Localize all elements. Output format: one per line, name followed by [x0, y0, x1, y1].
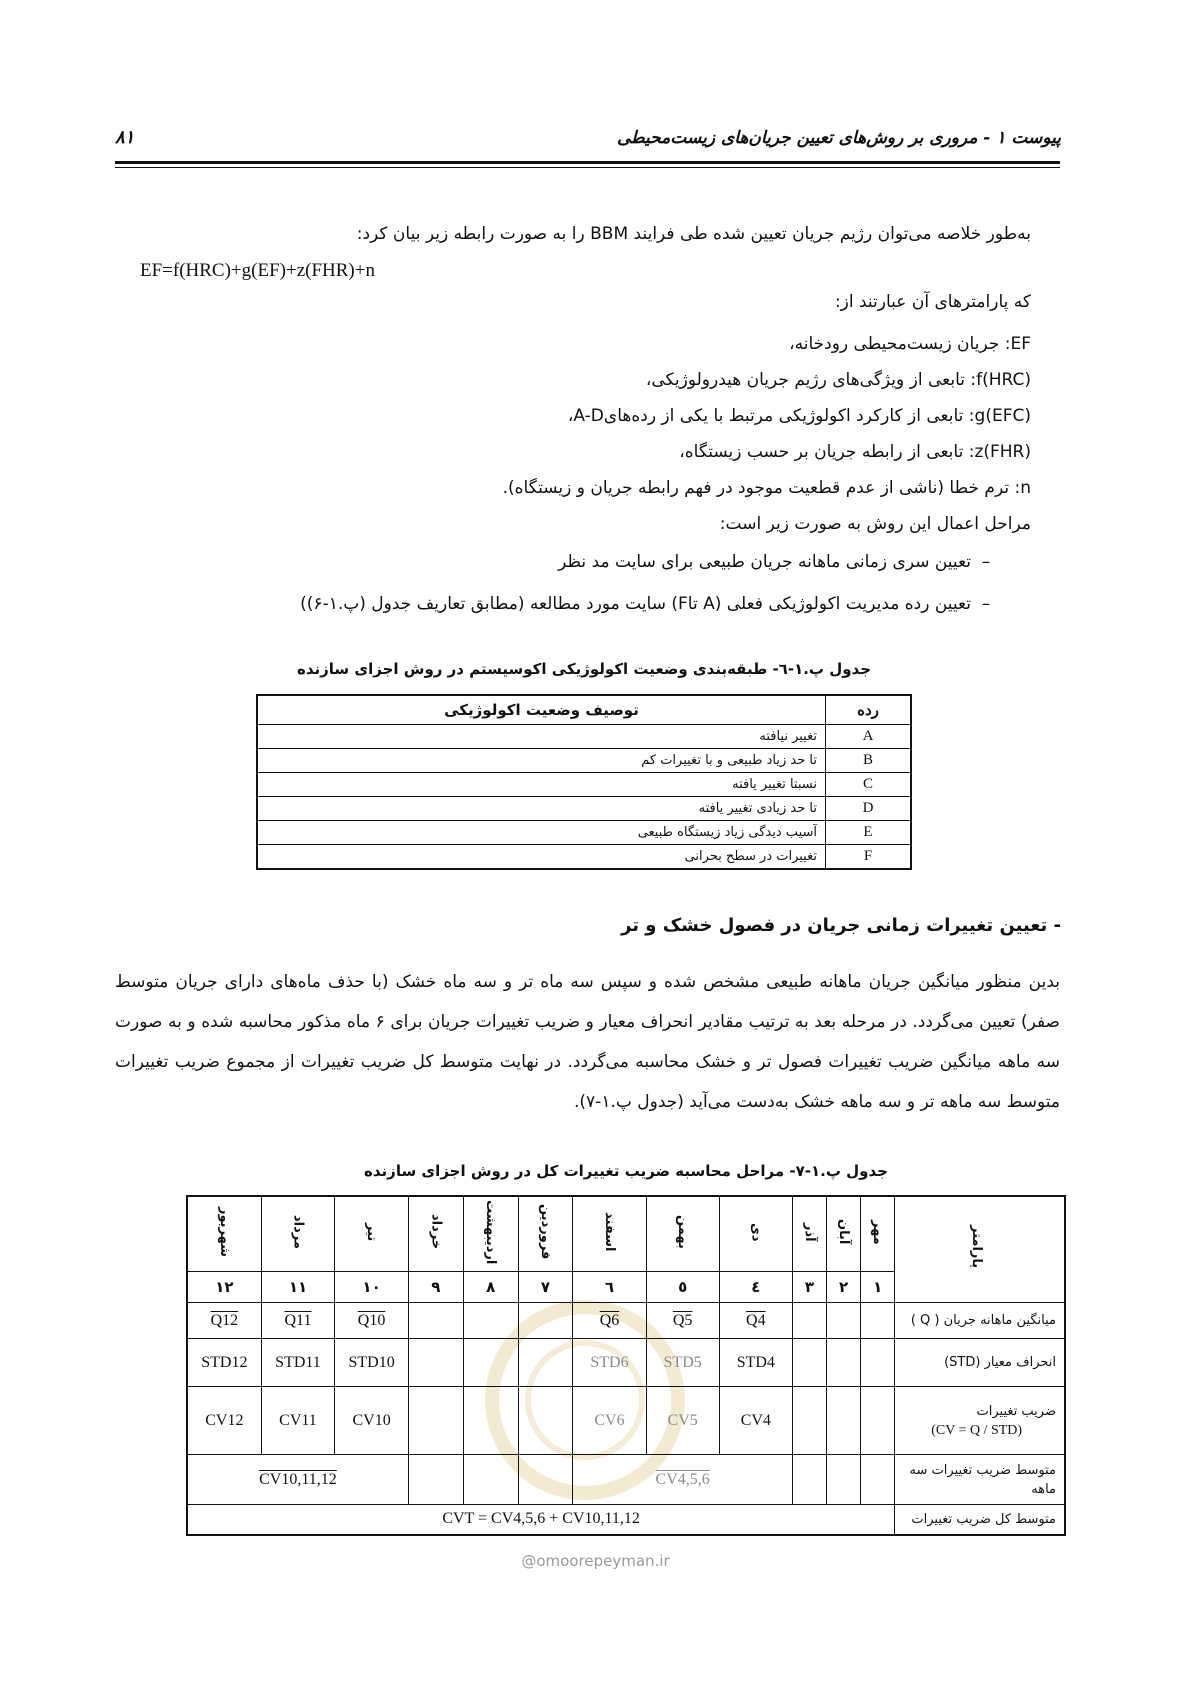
param-n: n: ترم خطا (ناشی از عدم قطعیت موجود در فهم رابطه جریان و زیستگاه). — [502, 478, 1031, 498]
table1-caption: جدول پ.۱-٦- طبقه‌بندی وضعیت اکولوژیکی اکوسیستم در روش اجزای سازنده — [296, 660, 872, 678]
month-header: مرداد — [261, 1196, 335, 1272]
cell-std5: STD5 — [646, 1339, 719, 1387]
bullet-item — [101, 550, 1001, 574]
col-header-desc: توصیف وضعیت اکولوژیکی — [257, 695, 826, 725]
month-header: شهریور — [187, 1196, 261, 1272]
month-header: مهر — [861, 1196, 895, 1272]
month-number: ۸ — [463, 1272, 518, 1303]
cell-std12: STD12 — [187, 1339, 261, 1387]
cell-std10: STD10 — [335, 1339, 409, 1387]
class-code: D — [826, 797, 912, 821]
table-header-row — [257, 695, 911, 725]
row-label-cv — [895, 1387, 1065, 1455]
month-header: اردیبهشت — [463, 1196, 518, 1272]
table2-caption: جدول پ.۱-۷- مراحل محاسبه ضریب تغییرات کل در روش اجزای سازنده — [364, 1162, 888, 1180]
month-number: ٥ — [646, 1272, 719, 1303]
month-number: ٤ — [719, 1272, 792, 1303]
std-row — [187, 1339, 1065, 1387]
month-header: تیر — [335, 1196, 409, 1272]
class-code: B — [826, 749, 912, 773]
col-header-code: رده — [826, 695, 912, 725]
month-number: ۱۰ — [335, 1272, 409, 1303]
table-row — [257, 845, 911, 870]
row-label-cv3: متوسط ضریب تغییرات سه ماهه — [895, 1455, 1065, 1505]
section-title: - تعیین تغییرات زمانی جریان در فصول خشک و تر — [621, 915, 1061, 936]
cell-cv11: CV11 — [261, 1387, 335, 1455]
bullet-text: تعیین رده مدیریت اکولوژیکی فعلی (A تاF) سایت مورد مطالعه (مطابق تعاریف جدول (پ.۱-۶)) — [300, 594, 971, 614]
month-header: خرداد — [408, 1196, 463, 1272]
cell-q11: Q11 — [261, 1303, 335, 1339]
month-header: اسفند — [573, 1196, 646, 1272]
class-desc: آسیب دیدگی زیاد زیستگاه طبیعی — [257, 821, 826, 845]
class-desc: تا حد زیاد طبیعی و با تغییرات کم — [257, 749, 826, 773]
cell-cv101112: CV10,11,12 — [187, 1455, 408, 1505]
param-zfhr: z(FHR): تابعی از رابطه جریان بر حسب زیستگاه، — [679, 442, 1031, 462]
month-header: بهمن — [646, 1196, 719, 1272]
cv-row — [187, 1387, 1065, 1455]
intro-line: به‌طور خلاصه می‌توان رژیم جریان تعیین شده طی فرایند BBM را به صورت رابطه زیر بیان کرد: — [356, 224, 1031, 244]
table-row — [257, 797, 911, 821]
class-code: A — [826, 725, 912, 749]
page-number: ۸۱ — [115, 127, 135, 148]
cell-q10: Q10 — [335, 1303, 409, 1339]
param-gefc: g(EFC): تابعی از کارکرد اکولوژیکی مرتبط با یکی از رده‌هایA-D، — [567, 406, 1031, 426]
mean-row — [187, 1303, 1065, 1339]
cell-cv10: CV10 — [335, 1387, 409, 1455]
class-desc: نسبتا تغییر یافته — [257, 773, 826, 797]
month-number: ۲ — [827, 1272, 861, 1303]
header-rule-thin — [115, 167, 1060, 168]
cv3-row — [187, 1455, 1065, 1505]
row-label-cvt: متوسط کل ضریب تغییرات — [895, 1505, 1065, 1535]
class-code: F — [826, 845, 912, 870]
param-header: پارامتر — [895, 1196, 1065, 1303]
cell-q12: Q12 — [187, 1303, 261, 1339]
class-code: E — [826, 821, 912, 845]
cell-q5: Q5 — [646, 1303, 719, 1339]
table-row — [257, 773, 911, 797]
cv-formula: (CV = Q / STD) — [931, 1422, 1023, 1438]
bullet-dash: – — [981, 594, 991, 614]
month-number: ۱۱ — [261, 1272, 335, 1303]
month-number: ۱۲ — [187, 1272, 261, 1303]
month-header: فروردین — [518, 1196, 573, 1272]
class-desc: تغییر نیافته — [257, 725, 826, 749]
bullet-text: تعیین سری زمانی ماهانه جریان طبیعی برای سایت مد نظر — [558, 552, 971, 572]
month-number: ۱ — [861, 1272, 895, 1303]
month-header: دی — [719, 1196, 792, 1272]
ecological-class-table — [256, 694, 912, 870]
cell-std11: STD11 — [261, 1339, 335, 1387]
section-paragraph: بدین منظور میانگین جریان ماهانه طبیعی مشخص شده و سپس سه ماه تر و سه ماه خشک (با حذف ماه‌های دارای جریان متوسط صفر) تعیین می‌گردد. در مرحله بعد به ترتیب مقادیر انحراف معیار و ضریب تغییرات جریان برای ۶ ماه مذکور محاسبه شده و به صورت سه ماهه میانگین ضریب تغییرات فصول تر و خشک محاسبه می‌گردد. در نهایت متوسط کل ضریب تغییرات از مجموع ضریب تغییرات متوسط سه ماهه تر و سه ماهه خشک به‌دست می‌آید (جدول پ.۱-۷). — [115, 972, 1060, 1112]
month-number: ۹ — [408, 1272, 463, 1303]
site-watermark: @omoorepeyman.ir — [521, 1552, 670, 1570]
month-number: ۳ — [792, 1272, 826, 1303]
cell-q6: Q6 — [573, 1303, 646, 1339]
param-fhrc: f(HRC): تابعی از ویژگی‌های رژیم جریان هیدرولوژیکی، — [645, 370, 1031, 390]
cell-cv6: CV6 — [573, 1387, 646, 1455]
bullet-dash: – — [981, 552, 991, 572]
month-header: آذر — [792, 1196, 826, 1272]
param-ef: EF: جریان زیست‌محیطی رودخانه، — [789, 334, 1031, 354]
running-header-title: پیوست ۱ - مروری بر روش‌های تعیین جریان‌های زیست‌محیطی — [616, 128, 1061, 148]
month-header: آبان — [827, 1196, 861, 1272]
cell-q4: Q4 — [719, 1303, 792, 1339]
cell-cvt: CVT = CV4,5,6 + CV10,11,12 — [187, 1505, 895, 1535]
cell-std6: STD6 — [573, 1339, 646, 1387]
cell-cv4: CV4 — [719, 1387, 792, 1455]
cell-cv12: CV12 — [187, 1387, 261, 1455]
table-row — [257, 749, 911, 773]
month-header-row — [187, 1196, 1065, 1272]
month-number: ٦ — [573, 1272, 646, 1303]
class-desc: تغییرات در سطح بحرانی — [257, 845, 826, 870]
cell-cv456: CV4,5,6 — [573, 1455, 792, 1505]
row-label-mean: میانگین ماهانه جریان ( Q ) — [895, 1303, 1065, 1339]
cv-calculation-table — [186, 1195, 1066, 1536]
table-row — [257, 725, 911, 749]
bullet-item — [101, 592, 1001, 616]
row-label-std: انحراف معیار (STD) — [895, 1339, 1065, 1387]
steps-intro: مراحل اعمال این روش به صورت زیر است: — [719, 514, 1031, 534]
cv-label: ضریب تغییرات — [976, 1403, 1056, 1419]
cell-cv5: CV5 — [646, 1387, 719, 1455]
params-intro: که پارامترهای آن عبارتند از: — [834, 292, 1031, 312]
class-code: C — [826, 773, 912, 797]
table-row — [257, 821, 911, 845]
bbm-formula: EF=f(HRC)+g(EF)+z(FHR)+n — [140, 260, 375, 281]
class-desc: تا حد زیادی تغییر یافته — [257, 797, 826, 821]
month-number: ۷ — [518, 1272, 573, 1303]
header-rule-thick — [115, 161, 1060, 164]
cell-std4: STD4 — [719, 1339, 792, 1387]
cvt-row — [187, 1505, 1065, 1535]
